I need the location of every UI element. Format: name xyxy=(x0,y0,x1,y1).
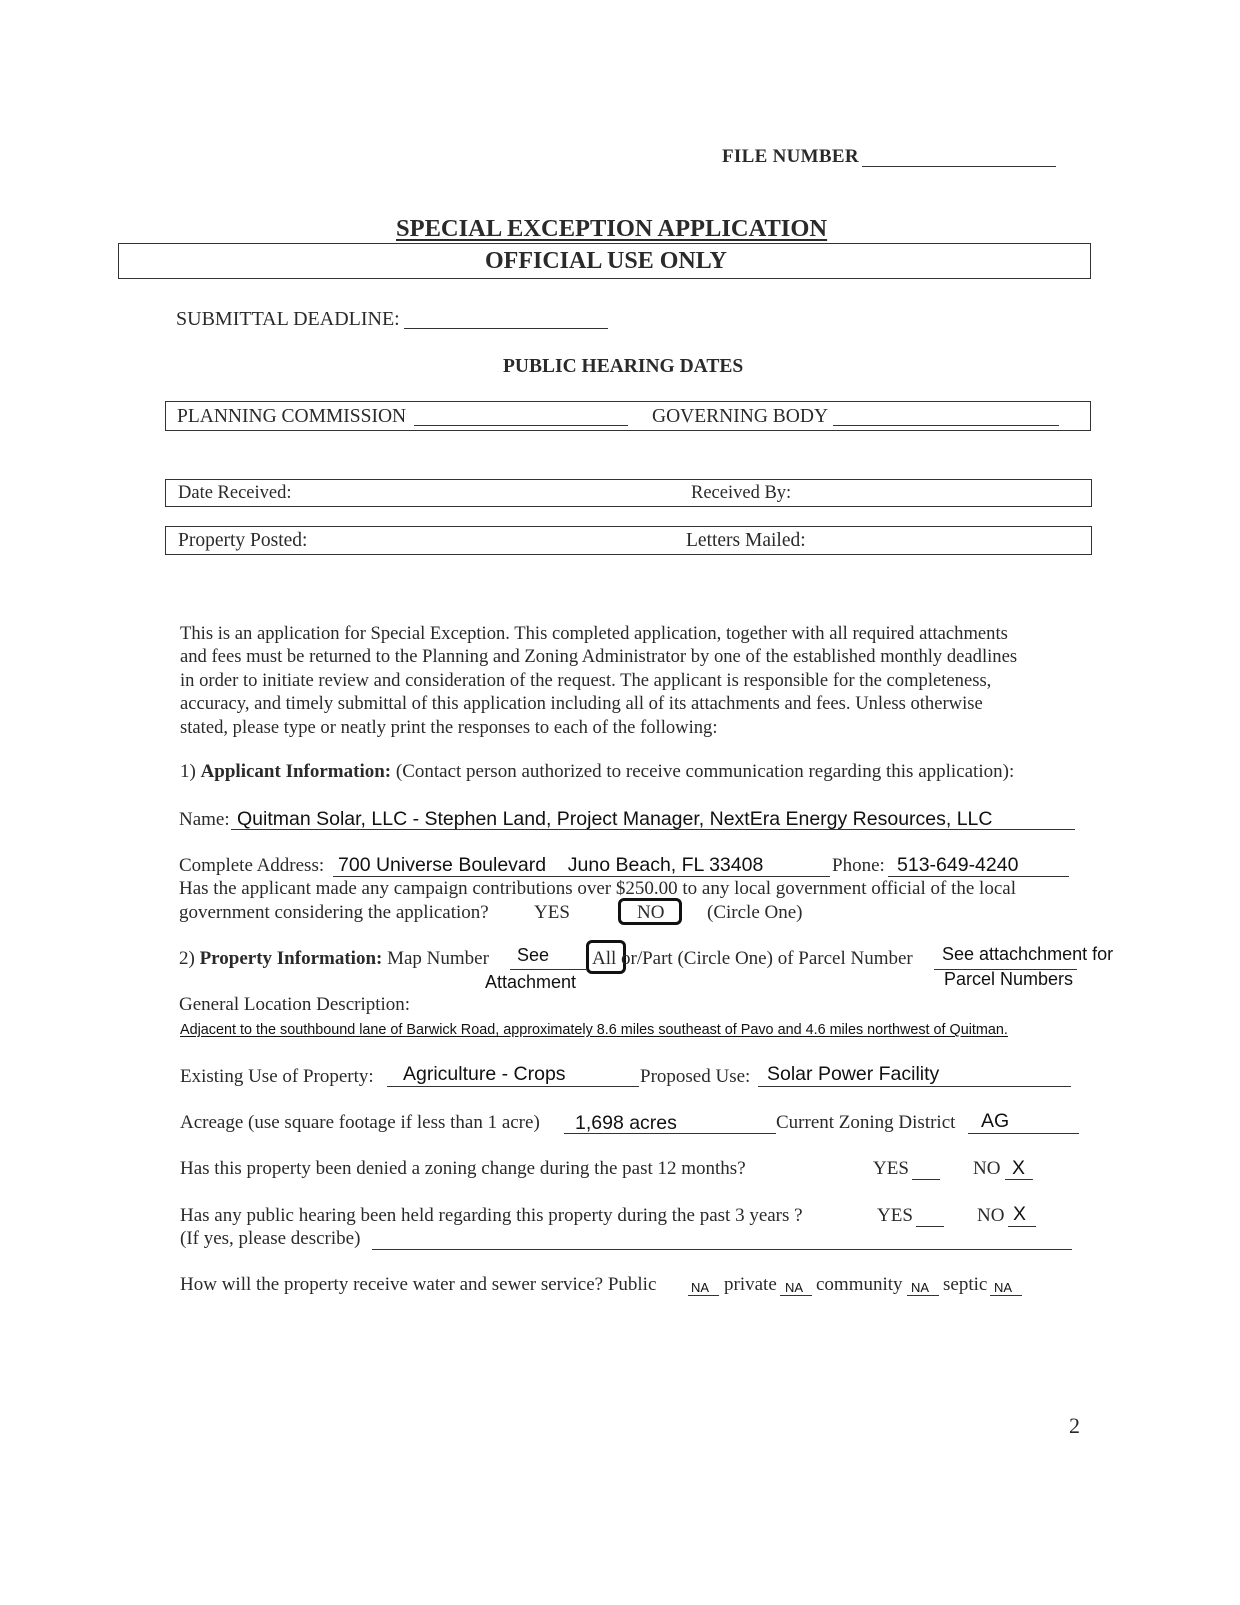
community-field-line xyxy=(907,1295,939,1296)
campaign-question-line1: Has the applicant made any campaign contributions over $250.00 to any local government official of the local xyxy=(179,878,1016,899)
received-by-label: Received By: xyxy=(691,483,792,503)
zoning-value[interactable]: AG xyxy=(981,1110,1010,1132)
acreage-label: Acreage (use square footage if less than 1 acre) xyxy=(180,1112,540,1133)
septic-field-line xyxy=(990,1295,1022,1296)
page-title: SPECIAL EXCEPTION APPLICATION xyxy=(396,215,828,242)
proposed-use-field-line xyxy=(758,1086,1071,1087)
submittal-deadline-label: SUBMITTAL DEADLINE: xyxy=(176,308,400,330)
letters-mailed-label: Letters Mailed: xyxy=(686,530,806,551)
hearing-no-field xyxy=(1008,1226,1036,1227)
water-question: How will the property receive water and sewer service? Public xyxy=(180,1274,657,1295)
parcel-number-value[interactable]: See attachchment for xyxy=(942,944,1114,964)
intro-line: accuracy, and timely submittal of this application including all of its attachments and fees. Unless otherwise xyxy=(180,693,983,715)
page-number: 2 xyxy=(1069,1413,1080,1438)
intro-line: stated, please type or neatly print the responses to each of the following: xyxy=(180,716,718,738)
proposed-use-value[interactable]: Solar Power Facility xyxy=(767,1063,940,1085)
section1-note: (Contact person authorized to receive communication regarding this application): xyxy=(395,761,1015,782)
parcel-number-value-cont[interactable]: Parcel Numbers xyxy=(944,969,1074,989)
all-option[interactable]: All xyxy=(592,948,617,969)
section2-heading-line xyxy=(179,948,489,970)
zoning-field-line xyxy=(968,1133,1079,1134)
circle-one-note: (Circle One) xyxy=(707,902,803,923)
address-value[interactable]: 700 Universe Boulevard Juno Beach, FL 33408 xyxy=(338,854,764,876)
intro-paragraph xyxy=(180,622,1100,739)
hearing-question: Has any public hearing been held regarding this property during the past 3 years ? xyxy=(180,1205,803,1226)
map-number-field-line xyxy=(510,969,586,970)
public-value[interactable]: NA xyxy=(691,1280,710,1295)
private-value[interactable]: NA xyxy=(785,1280,804,1295)
existing-use-field-line xyxy=(387,1086,639,1087)
denied-yes-label: YES xyxy=(873,1158,909,1179)
date-received-label: Date Received: xyxy=(178,483,292,503)
phone-label: Phone: xyxy=(832,855,885,876)
planning-commission-label: PLANNING COMMISSION xyxy=(177,406,407,427)
intro-line: This is an application for Special Exception. This completed application, together with all required attachments xyxy=(180,623,1008,644)
governing-body-label: GOVERNING BODY xyxy=(652,406,829,427)
denied-no-mark[interactable]: X xyxy=(1012,1157,1026,1179)
all-part-text: or/Part (Circle One) of Parcel Number xyxy=(621,948,913,969)
community-value[interactable]: NA xyxy=(911,1280,930,1295)
section1-heading: Applicant Information: xyxy=(200,761,392,782)
public-field-line xyxy=(688,1295,719,1296)
community-label: community xyxy=(816,1274,903,1295)
hearing-no-label: NO xyxy=(977,1205,1005,1226)
section1-number: 1) xyxy=(180,761,196,782)
map-number-label: Map Number xyxy=(387,948,489,969)
intro-line: and fees must be returned to the Planning and Zoning Administrator by one of the established monthly deadlines xyxy=(180,646,1018,668)
map-number-value[interactable]: See xyxy=(517,945,550,965)
name-value[interactable]: Quitman Solar, LLC - Stephen Land, Project Manager, NextEra Energy Resources, LLC xyxy=(237,808,993,830)
septic-label: septic xyxy=(943,1274,988,1295)
public-hearing-dates-heading: PUBLIC HEARING DATES xyxy=(503,356,744,377)
section1-heading-line xyxy=(180,761,1014,783)
if-yes-field[interactable] xyxy=(372,1249,1072,1250)
campaign-yes-option[interactable]: YES xyxy=(534,902,570,923)
campaign-no-option[interactable]: NO xyxy=(637,902,665,923)
proposed-use-label: Proposed Use: xyxy=(640,1066,751,1087)
hearing-yes-field[interactable] xyxy=(916,1226,944,1227)
existing-use-value[interactable]: Agriculture - Crops xyxy=(403,1063,566,1085)
section2-heading: Property Information: xyxy=(199,948,383,969)
private-field-line xyxy=(780,1295,812,1296)
property-posted-label: Property Posted: xyxy=(178,530,308,551)
general-location-value[interactable]: Adjacent to the southbound lane of Barwick Road, approximately 8.6 miles southeast of Pavo and 4.6 miles northwest of Quitman. xyxy=(180,1022,1008,1038)
intro-line: in order to initiate review and consideration of the request. The applicant is responsible for the completeness, xyxy=(180,669,992,691)
file-number-label: FILE NUMBER xyxy=(722,146,859,167)
if-yes-label: (If yes, please describe) xyxy=(180,1228,361,1249)
acreage-value[interactable]: 1,698 acres xyxy=(575,1112,677,1134)
official-use-heading: OFFICIAL USE ONLY xyxy=(485,248,727,274)
date-received-box xyxy=(165,479,1092,507)
file-number-field[interactable] xyxy=(862,166,1056,167)
existing-use-label: Existing Use of Property: xyxy=(180,1066,374,1087)
denied-question: Has this property been denied a zoning change during the past 12 months? xyxy=(180,1158,746,1179)
zoning-label: Current Zoning District xyxy=(776,1112,956,1133)
section2-number: 2) xyxy=(179,948,195,969)
private-label: private xyxy=(724,1274,777,1295)
phone-value[interactable]: 513-649-4240 xyxy=(897,854,1019,876)
campaign-question-line2: government considering the application? xyxy=(179,902,489,923)
general-location-label: General Location Description: xyxy=(179,994,411,1015)
planning-commission-field[interactable] xyxy=(414,425,628,426)
septic-value[interactable]: NA xyxy=(994,1280,1013,1295)
denied-no-label: NO xyxy=(973,1158,1001,1179)
name-label: Name: xyxy=(179,809,230,830)
submittal-deadline-field[interactable] xyxy=(404,328,608,329)
hearing-yes-label: YES xyxy=(877,1205,913,1226)
denied-yes-field[interactable] xyxy=(912,1179,940,1180)
map-number-value-cont[interactable]: Attachment xyxy=(485,972,577,992)
address-label: Complete Address: xyxy=(179,855,325,876)
hearing-no-mark[interactable]: X xyxy=(1013,1203,1027,1225)
governing-body-field[interactable] xyxy=(833,425,1059,426)
